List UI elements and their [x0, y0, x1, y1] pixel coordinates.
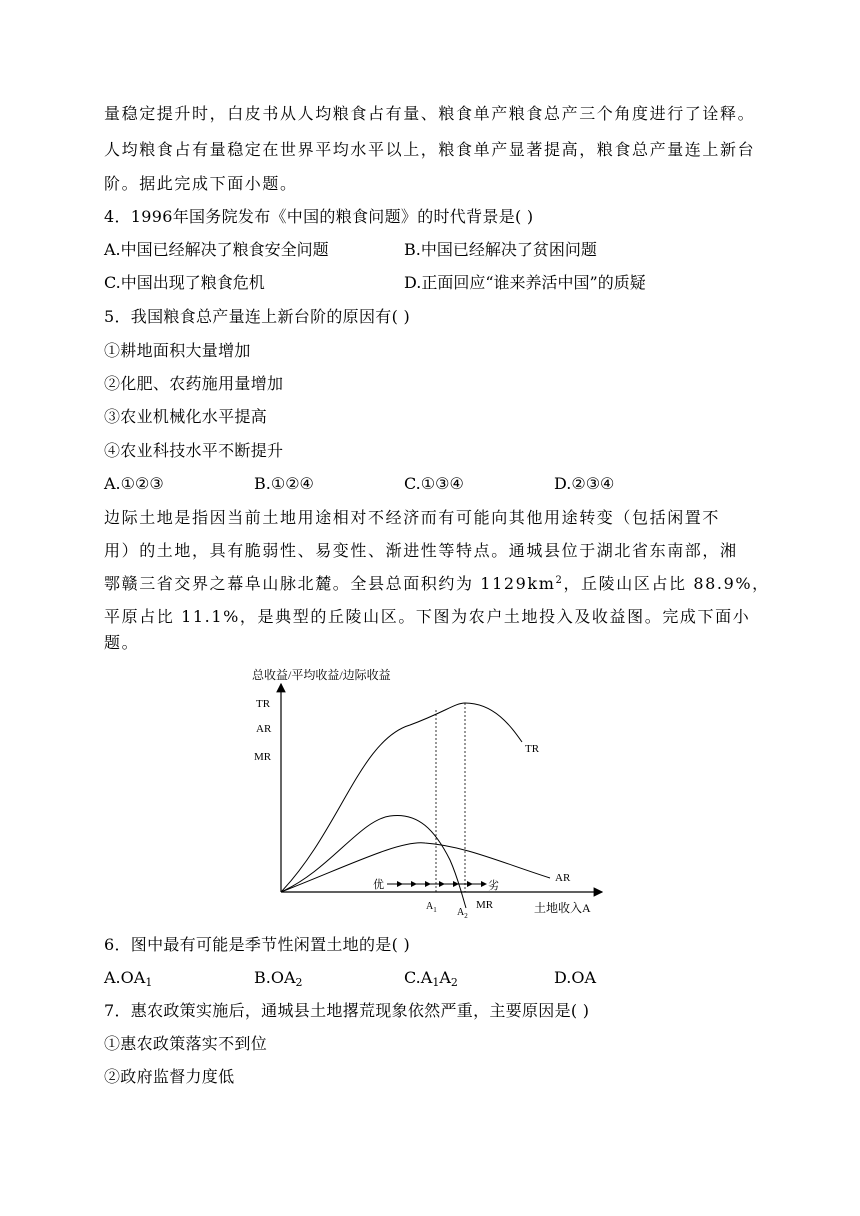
q5-item-2: ②化肥、农药施用量增加 — [104, 374, 284, 393]
q7-stem: 7．惠农政策实施后，通城县土地撂荒现象依然严重，主要原因是( ) — [104, 1001, 590, 1020]
quality-worst-label: 劣 — [488, 880, 499, 892]
q6-option-d[interactable]: D.OA — [554, 968, 597, 987]
q6-option-c[interactable]: $C.A_1A_2$ — [404, 968, 458, 989]
q5-option-b[interactable]: B.①②④ — [254, 474, 314, 493]
q5-stem: 5．我国粮食总产量连上新台阶的原因有( ) — [104, 307, 411, 326]
q4-option-c[interactable]: C.中国出现了粮食危机 — [104, 273, 265, 292]
q4-option-b[interactable]: B.中国已经解决了贫困问题 — [404, 240, 597, 259]
ar-curve-label: AR — [555, 872, 571, 884]
intro-line-1: 量稳定提升时，白皮书从人均粮食占有量、粮食单产粮食总产三个角度进行了诠释。 — [104, 104, 756, 123]
q4-option-a[interactable]: A.中国已经解决了粮食安全问题 — [104, 240, 329, 259]
x-axis-title: 土地收入A — [534, 901, 591, 915]
q5-item-4: ④农业科技水平不断提升 — [104, 441, 284, 460]
y-label-mr: MR — [254, 751, 272, 763]
q4-option-d[interactable]: D.正面回应“谁来养活中国”的质疑 — [404, 273, 646, 292]
passage2-line-3-text: 鄂赣三省交界之幕阜山脉北麓。全县总面积约为 1129km — [104, 574, 556, 593]
q7-item-2: ②政府监督力度低 — [104, 1067, 235, 1086]
y-label-ar: AR — [256, 723, 272, 735]
q5-item-3: ③农业机械化水平提高 — [104, 407, 268, 426]
passage2-line-5: 题。 — [104, 633, 140, 652]
land-revenue-figure — [250, 660, 620, 925]
q5-item-1: ①耕地面积大量增加 — [104, 341, 251, 360]
passage2-line-3-tail: ，丘陵山区占比 88.9%， — [563, 574, 770, 593]
quality-best-label: 优 — [373, 879, 384, 891]
q6-option-a[interactable]: $A.OA_1$ — [104, 968, 153, 989]
intro-line-2: 人均粮食占有量稳定在世界平均水平以上，粮食单产显著提高，粮食总产量连上新台 — [104, 140, 756, 159]
mr-curve — [281, 815, 466, 908]
passage2-line-3 — [104, 574, 770, 594]
ar-curve — [281, 843, 550, 892]
q4-stem: 4．1996年国务院发布《中国的粮食问题》的时代背景是( ) — [104, 207, 534, 226]
y-axis-title: 总收益/平均收益/边际收益 — [252, 668, 391, 682]
intro-line-3: 阶。据此完成下面小题。 — [104, 174, 298, 193]
q5-option-d[interactable]: D.②③④ — [554, 474, 615, 493]
land-revenue-diagram — [250, 660, 620, 925]
mr-curve-label: MR — [476, 899, 494, 911]
a2-label: $A_2$ — [457, 907, 468, 920]
tr-curve-label: TR — [525, 743, 540, 755]
passage2-line-2: 用）的土地，具有脆弱性、易变性、渐进性等特点。通城县位于湖北省东南部，湘 — [104, 541, 738, 560]
q6-stem: 6．图中最有可能是季节性闲置土地的是( ) — [104, 935, 411, 954]
q6-option-b[interactable]: $B.OA_2$ — [254, 968, 303, 989]
q5-option-a[interactable]: A.①②③ — [104, 474, 164, 493]
tr-curve — [281, 703, 522, 892]
q5-option-c[interactable]: C.①③④ — [404, 474, 464, 493]
km-squared-superscript: 2 — [555, 575, 564, 586]
a1-label: $A_1$ — [426, 901, 437, 914]
passage2-line-1: 边际土地是指因当前土地用途相对不经济而有可能向其他用途转变（包括闲置不 — [104, 508, 721, 527]
q7-item-1: ①惠农政策落实不到位 — [104, 1034, 268, 1053]
y-label-tr: TR — [256, 698, 271, 710]
passage2-line-4: 平原占比 11.1%，是典型的丘陵山区。下图为农户土地投入及收益图。完成下面小 — [104, 607, 751, 626]
